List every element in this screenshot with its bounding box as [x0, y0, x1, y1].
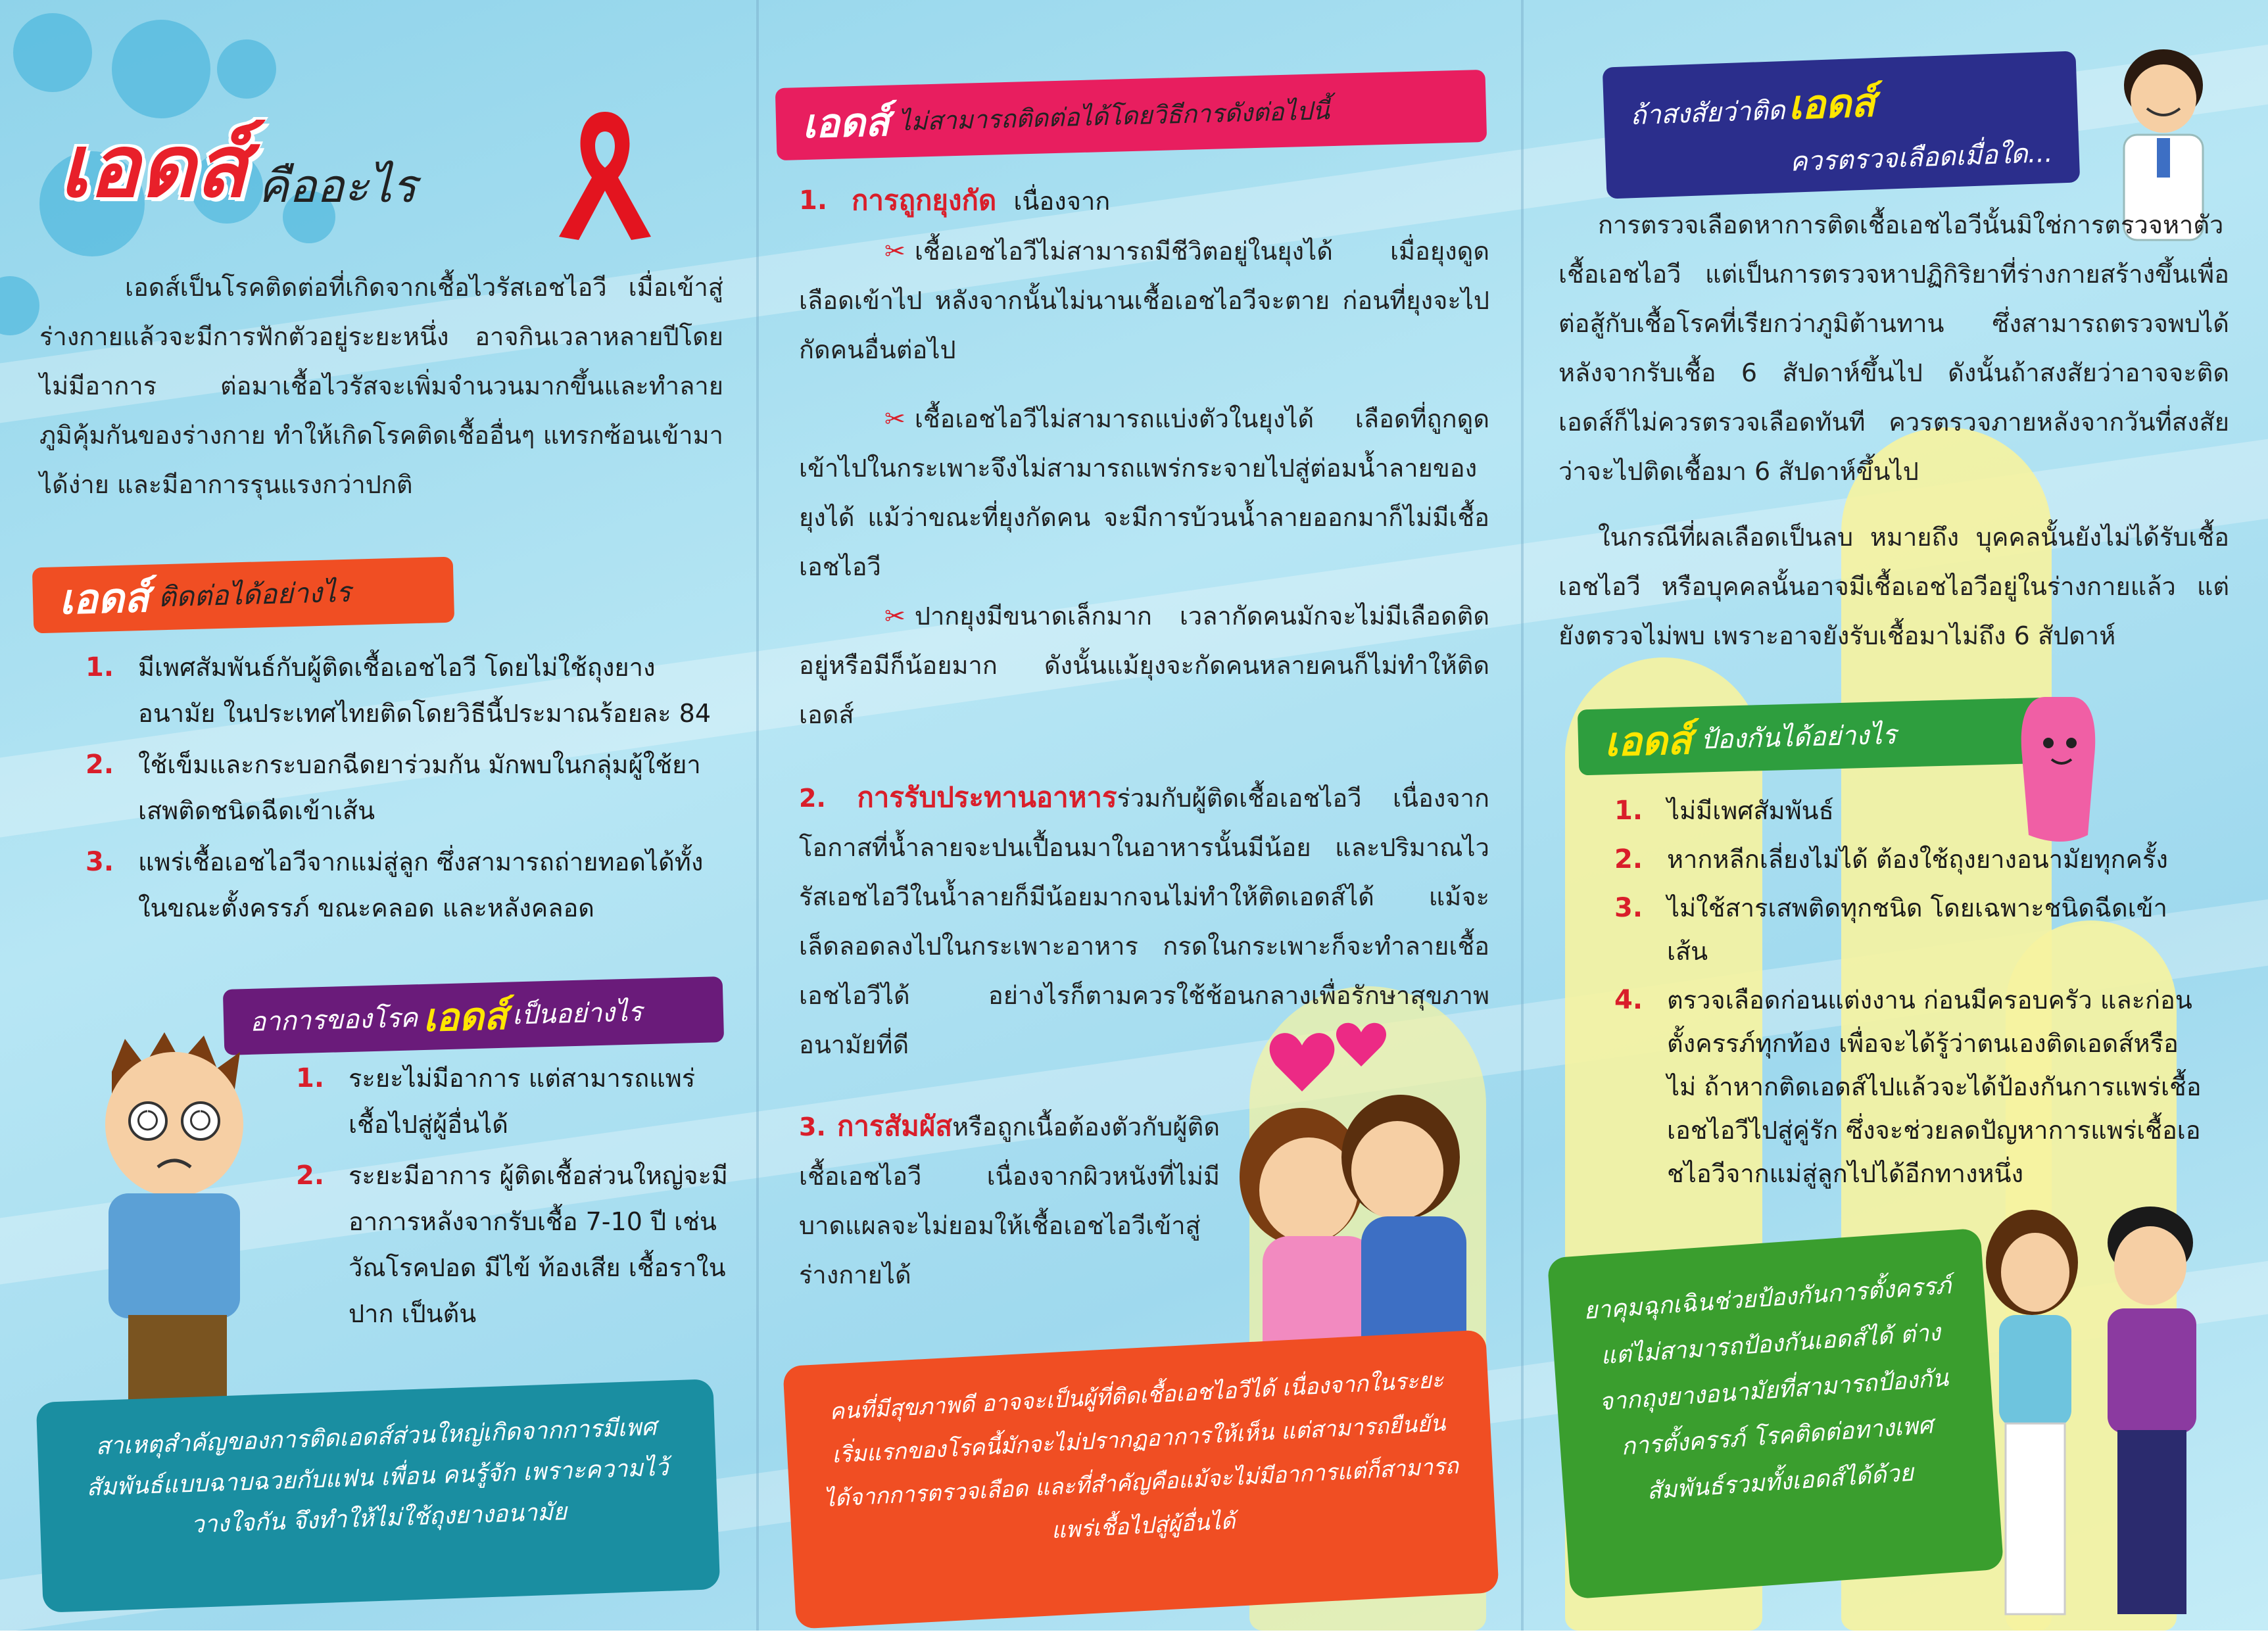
- mosquito-bullet-3: [799, 592, 1489, 740]
- transmit-list: [85, 644, 730, 936]
- banner-subtitle: ป้องกันได้อย่างไร: [1700, 719, 1897, 755]
- list-item: [85, 839, 730, 931]
- banner-pre: ถ้าสงสัยว่าติด: [1629, 95, 1786, 131]
- banner-aids: เอดส์: [59, 573, 150, 624]
- banner-aids: เอดส์: [1604, 717, 1693, 765]
- symptom-banner: [223, 976, 724, 1055]
- ribbon-bullet-icon: ✂: [884, 602, 905, 631]
- banner-line1: [1629, 65, 2052, 142]
- list-number: 3.: [1614, 893, 1643, 923]
- red-ribbon-icon: [539, 99, 671, 250]
- list-text: ใช้เข็มและกระบอกฉีดยาร่วมกัน มักพบในกลุ่มผู้ใช้ยาเสพติดชนิดฉีดเข้าเส้น: [138, 750, 701, 825]
- list-number: 2.: [1614, 844, 1643, 874]
- not-transmit-list: [799, 178, 1496, 224]
- standing-couple-illustration: [1960, 1203, 2236, 1624]
- prevent-list: [1614, 789, 2206, 1201]
- list-item: [296, 1055, 730, 1147]
- decor-dot: [217, 39, 276, 99]
- list-number: 4.: [1614, 985, 1643, 1015]
- sick-man-illustration: [53, 1026, 289, 1420]
- item-text: หรือถูกเนื้อต้องตัวกับผู้ติดเชื้อเอชไอวี เนื่องจากผิวหนังที่ไม่มีบาดแผลจะไม่ยอมให้เชื้อเอชไอวีเข้าสู่ร่างกายได้: [799, 1112, 1220, 1289]
- list-number: 1.: [799, 185, 828, 216]
- left-title: [59, 99, 417, 234]
- list-text: ไม่มีเพศสัมพันธ์: [1667, 796, 1834, 825]
- bullet-text: ปากยุงมีขนาดเล็กมาก เวลากัดคนมักจะไม่มีเลือดติดอยู่หรือมีก็น้อยมาก ดังนั้นแม้ยุงจะกัดคนหลายคนก็ไม่ทำให้ติดเอดส์: [799, 602, 1489, 729]
- list-text: หากหลีกเลี่ยงไม่ได้ ต้องใช้ถุงยางอนามัยทุกครั้ง: [1667, 845, 2168, 874]
- list-item: [1614, 789, 2206, 832]
- list-number: 3.: [799, 1112, 826, 1141]
- item-text: ร่วมกับผู้ติดเชื้อเอชไอวี เนื่องจากโอกาสที่น้ำลายจะปนเปื้อนมาในอาหารนั้นมีน้อย และปริมาณไวรัสเอชไอวีในน้ำลายก็มีน้อยมากจนไม่ทำให้ติดเอดส์ได้ แม้จะเล็ดลอดลงไปในกระเพาะอาหาร กรดในกระเพาะก็จะทำลายเชื้อเอชไอวีได้ อย่างไรก็ตามควรใช้ช้อนกลางเพื่อรักษาสุขภาพอนามัยที่ดี: [799, 784, 1489, 1059]
- banner-subtitle: ไม่สามารถติดต่อได้โดยวิธีการดังต่อไปนี้: [898, 95, 1330, 136]
- left-callout-card: สาเหตุสำคัญของการติดเอดส์ส่วนใหญ่เกิดจากการมีเพศสัมพันธ์แบบฉาบฉวยกับแฟน เพื่อน คนรู้จัก เพราะความไว้วางใจกัน จึงทำให้ไม่ใช้ถุงยางอนามัย: [36, 1379, 721, 1613]
- fold-line: [1521, 0, 1524, 1631]
- list-item-mosquito: [799, 178, 1496, 224]
- transmit-banner: [32, 557, 454, 634]
- list-number: 2.: [296, 1160, 325, 1191]
- mosquito-bullet-1: [799, 227, 1489, 375]
- touch-paragraph: [799, 1101, 1220, 1300]
- list-item: [1614, 838, 2206, 881]
- item-heading: การถูกยุงกัด: [852, 184, 997, 216]
- right-callout-card: ยาคุมฉุกเฉินช่วยป้องกันการตั้งครรภ์ แต่ไม่สามารถป้องกันเอดส์ได้ ต่างจากถุงยางอนามัยที่สามารถป้องกันการตั้งครรภ์ โรคติดต่อทางเพศสัมพันธ์รวมทั้งเอดส์ได้ด้วย: [1547, 1228, 2004, 1600]
- banner-pre: อาการของโรค: [249, 1003, 418, 1038]
- item-heading: การสัมผัส: [836, 1110, 953, 1142]
- ribbon-bullet-icon: ✂: [884, 404, 905, 433]
- blood-test-banner: [1603, 51, 2081, 199]
- banner-aids: เอดส์: [1787, 80, 1876, 129]
- blood-test-paragraph-2: ในกรณีที่ผลเลือดเป็นลบ หมายถึง บุคคลนั้นยังไม่ได้รับเชื้อเอชไอวี หรือบุคคลนั้นอาจมีเชื้อเอชไอวีอยู่ในร่างกายแล้ว แต่ยังตรวจไม่พบ เพราะอาจยังรับเชื้อมาไม่ถึง 6 สัปดาห์: [1558, 523, 2229, 650]
- list-number: 1.: [85, 652, 114, 682]
- item-text: เนื่องจาก: [1013, 187, 1111, 216]
- middle-callout-card: คนที่มีสุขภาพดี อาจจะเป็นผู้ที่ติดเชื้อเอชไอวีได้ เนื่องจากในระยะเริ่มแรกของโรคนี้มักจะไม่ปรากฏอาการให้เห็น แต่สามารถยืนยันได้จากการตรวจเลือด และที่สำคัญคือแม้จะไม่มีอาการแต่ก็สามารถแพร่เชื้อไปสู่ผู้อื่นได้: [783, 1329, 1499, 1629]
- list-text: แพร่เชื้อเอชไอวีจากแม่สู่ลูก ซึ่งสามารถถ่ายทอดได้ทั้งในขณะตั้งครรภ์ ขณะคลอด และหลังคลอด: [138, 848, 704, 922]
- list-text: มีเพศสัมพันธ์กับผู้ติดเชื้อเอชไอวี โดยไม่ใช้ถุงยางอนามัย ในประเทศไทยติดโดยวิธีนี้ประมาณร้อยละ 84: [138, 653, 712, 728]
- list-item: [85, 644, 730, 736]
- fold-line: [756, 0, 759, 1631]
- ribbon-bullet-icon: ✂: [884, 237, 905, 266]
- list-text: ระยะไม่มีอาการ แต่สามารถแพร่เชื้อไปสู่ผู้อื่นได้: [349, 1064, 696, 1139]
- list-number: 1.: [296, 1063, 325, 1093]
- title-what-is: คืออะไร: [258, 159, 417, 213]
- intro-paragraph: เอดส์เป็นโรคติดต่อที่เกิดจากเชื้อไวรัสเอชไอวี เมื่อเข้าสู่ร่างกายแล้วจะมีการฟักตัวอยู่ระยะหนึ่ง อาจกินเวลาหลายปีโดยไม่มีอาการ ต่อมาเชื้อไวรัสจะเพิ่มจำนวนมากขึ้นและทำลายภูมิคุ้มกันของร่างกาย ทำให้เกิดโรคติดเชื้ออื่นๆ แทรกซ้อนเข้ามาได้ง่าย และมีอาการรุนแรงกว่าปกติ: [39, 273, 723, 499]
- list-item: [296, 1153, 730, 1337]
- bullet-text: เชื้อเอชไอวีไม่สามารถแบ่งตัวในยุงได้ เลือดที่ถูกดูดเข้าไปในกระเพาะจึงไม่สามารถแพร่กระจายไปสู่ต่อมน้ำลายของยุงได้ แม้ว่าขณะที่ยุงกัดคน จะมีการบ้วนน้ำลายออกมาก็ไม่มีเชื้อเอชไอวี: [799, 404, 1489, 581]
- symptom-list: [296, 1055, 730, 1342]
- list-text: ไม่ใช้สารเสพติดทุกชนิด โดยเฉพาะชนิดฉีดเข้าเส้น: [1667, 894, 2167, 966]
- list-item: [1614, 978, 2206, 1195]
- banner-aids: เอดส์: [422, 993, 508, 1040]
- bullet-text: เชื้อเอชไอวีไม่สามารถมีชีวิตอยู่ในยุงได้ เมื่อยุงดูดเลือดเข้าไป หลังจากนั้นไม่นานเชื้อเอชไอวีจะตาย ก่อนที่ยุงจะไปกัดคนอื่นต่อไป: [799, 237, 1489, 364]
- banner-line2: ควรตรวจเลือดเมื่อใด...: [1789, 137, 2054, 178]
- banner-subtitle: ติดต่อได้อย่างไร: [157, 575, 352, 613]
- list-number: 2.: [85, 750, 114, 780]
- title-aids: เอดส์: [59, 116, 248, 216]
- list-text: ตรวจเลือดก่อนแต่งงาน ก่อนมีครอบครัว และก่อนตั้งครรภ์ทุกท้อง เพื่อจะได้รู้ว่าตนเองติดเอดส์หรือไม่ ถ้าหากติดเอดส์ไปแล้วจะได้ป้องกันการแพร่เชื้อเอชไอวีไปสู่คู่รัก ซึ่งจะช่วยลดปัญหาการแพร่เชื้อเอชไอวีจากแม่สู่ลูกไปได้อีกทางหนึ่ง: [1667, 986, 2202, 1188]
- banner-aids: เอดส์: [802, 99, 890, 147]
- prevent-banner: [1578, 698, 2052, 776]
- list-item: [1614, 886, 2206, 973]
- list-number: 3.: [85, 847, 114, 877]
- list-number: 2.: [799, 784, 826, 813]
- decor-dot: [13, 13, 92, 92]
- item-heading: การรับประทานอาหาร: [857, 781, 1117, 813]
- blood-test-paragraph-1: การตรวจเลือดหาการติดเชื้อเอชไอวีนั้นมิใช่การตรวจหาตัวเชื้อเอชไอวี แต่เป็นการตรวจหาปฏิกิริยาที่ร่างกายสร้างขึ้นเพื่อต่อสู้กับเชื้อโรคที่เรียกว่าภูมิต้านทาน ซึ่งสามารถตรวจพบได้หลังจากรับเชื้อ 6 สัปดาห์ขึ้นไป ดังนั้นถ้าสงสัยว่าอาจจะติดเอดส์ก็ไม่ควรตรวจเลือดทันที ควรตรวจภายหลังจากวันที่สงสัยว่าจะไปติดเชื้อมา 6 สัปดาห์ขึ้นไป: [1558, 210, 2229, 486]
- list-text: ระยะมีอาการ ผู้ติดเชื้อส่วนใหญ่จะมีอาการหลังจากรับเชื้อ 7-10 ปี เช่น วัณโรคปอด มีไข้ ท้องเสีย เชื้อราในปาก เป็นต้น: [349, 1161, 728, 1328]
- mosquito-bullet-2: [799, 394, 1489, 592]
- list-item: [85, 742, 730, 834]
- list-number: 1.: [1614, 796, 1643, 826]
- banner-post: เป็นอย่างไร: [512, 997, 643, 1031]
